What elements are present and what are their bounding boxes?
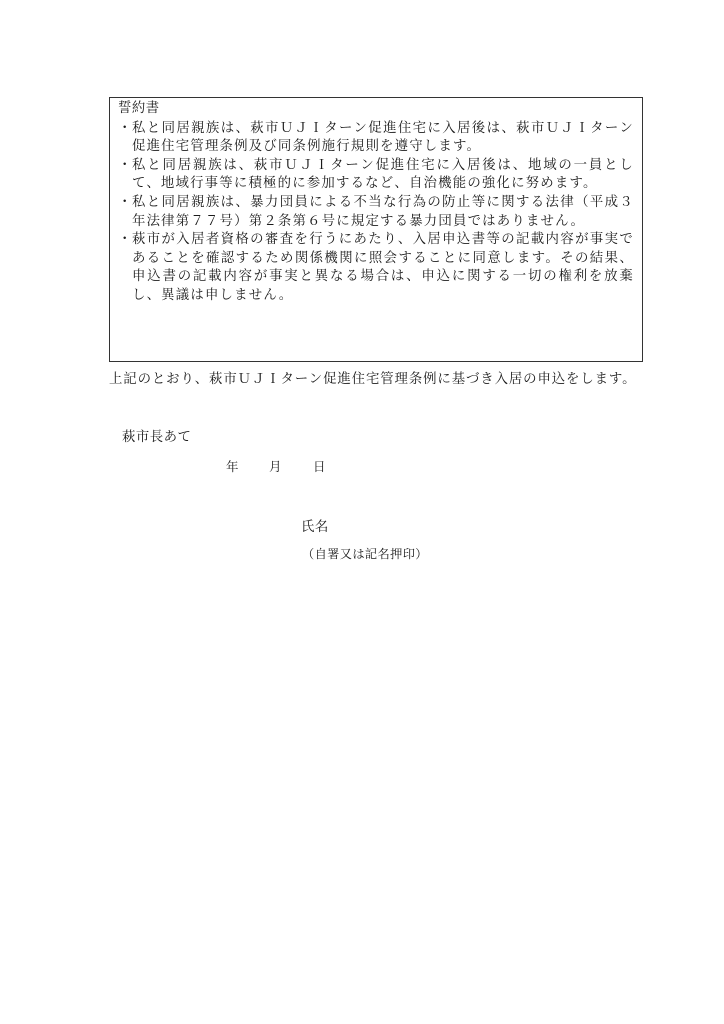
pledge-item xyxy=(118,231,634,305)
bullet-mark: ・ xyxy=(118,232,133,248)
pledge-item xyxy=(118,157,634,194)
date-day-label: 日 xyxy=(313,459,326,474)
pledge-box xyxy=(109,97,643,362)
application-statement: 上記のとおり、萩市ＵＪＩターン促進住宅管理条例に基づき入居の申込をします。 xyxy=(109,372,637,387)
pledge-item-text: 私と同居親族は、萩市ＵＪＩターン促進住宅に入居後は、地域の一員として、地域行事等に積極的に参加するなど、自治機能の強化に努めます。 xyxy=(132,157,634,192)
pledge-list xyxy=(118,120,634,306)
pledge-item-text: 私と同居親族は、暴力団員による不当な行為の防止等に関する法律（平成３年法律第７７号）第２条第６号に規定する暴力団員ではありません。 xyxy=(132,194,634,229)
addressee: 萩市長あて xyxy=(122,430,192,445)
pledge-item xyxy=(118,120,634,157)
pledge-item-text: 私と同居親族は、萩市ＵＪＩターン促進住宅に入居後は、萩市ＵＪＩターン促進住宅管理条例及び同条例施行規則を遵守します。 xyxy=(132,120,634,155)
bullet-mark: ・ xyxy=(118,157,133,173)
bullet-mark: ・ xyxy=(118,120,133,136)
pledge-item-text: 萩市が入居者資格の審査を行うにあたり、入居申込書等の記載内容が事実であることを確認するため関係機関に照会することに同意します。その結果、申込書の記載内容が事実と異なる場合は、申込に関する一切の権利を放棄し、異議は申しません。 xyxy=(132,232,634,303)
bullet-mark: ・ xyxy=(118,194,133,210)
signature-note: （自署又は記名押印） xyxy=(302,547,428,561)
date-month-label: 月 xyxy=(269,459,282,474)
date-year-label: 年 xyxy=(226,459,239,474)
pledge-title: 誓約書 xyxy=(118,101,160,116)
name-label: 氏名 xyxy=(301,520,329,535)
pledge-item xyxy=(118,194,634,231)
